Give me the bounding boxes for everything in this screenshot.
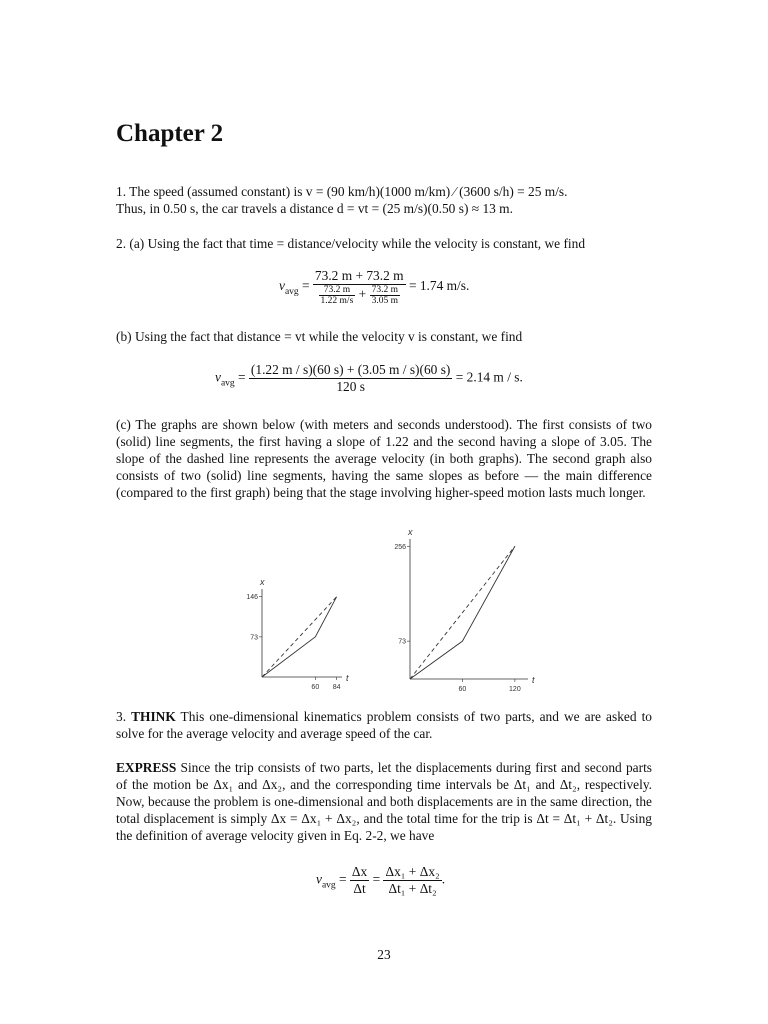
x-axis-label: t bbox=[532, 675, 535, 685]
y-tick-label: 73 bbox=[398, 638, 406, 646]
eq3-f1-den: Δt bbox=[353, 881, 366, 896]
eq1-den1-den: 1.22 m/s bbox=[320, 296, 354, 306]
eq2-denominator: 120 s bbox=[336, 379, 365, 394]
problem-1-line-2: Thus, in 0.50 s, the car travels a distance d = vt = (25 m/s)(0.50 s) ≈ 13 m. bbox=[116, 201, 513, 216]
x-tick-label: 120 bbox=[509, 686, 521, 693]
graph-2-position-time bbox=[382, 527, 535, 694]
eq1-den2-den: 3.05 m bbox=[371, 296, 398, 306]
problem-1-line-1: 1. The speed (assumed constant) is v = (90 km/h)(1000 m/km) ⁄ (3600 s/h) = 25 m/s. bbox=[116, 184, 568, 199]
think-text: This one-dimensional kinematics problem consists of two parts, and we are asked to solve for the average velocity and average speed of the car. bbox=[116, 709, 652, 741]
eq3-lhs: v bbox=[316, 871, 322, 887]
eq1-plus: + bbox=[358, 286, 367, 302]
problem-2a-text: 2. (a) Using the fact that time = distance/velocity while the velocity is constant, we find bbox=[116, 236, 586, 251]
y-tick-label: 146 bbox=[246, 594, 258, 602]
problem-1 bbox=[116, 183, 652, 217]
eq3-fraction-2 bbox=[383, 864, 441, 897]
x-tick-label: 84 bbox=[332, 684, 341, 691]
eq1-numerator: 73.2 m + 73.2 m bbox=[314, 268, 404, 283]
problem-3-think bbox=[116, 708, 652, 742]
eq1-den2-num: 73.2 m bbox=[371, 285, 398, 295]
eq1-denominator bbox=[313, 285, 406, 306]
eq3-f2-den: Δt₁ + Δt₂ bbox=[388, 881, 437, 896]
eq3-end: . bbox=[441, 871, 446, 887]
eq1-den-frac-1 bbox=[319, 285, 356, 306]
eq3-fraction-1 bbox=[350, 864, 369, 897]
equation-vavg-definition: $v_{avg}$ = $\frac{\Delta x}{\Delta t}$ = $\frac{\text{Δx₁ + Δx₂}}{\text{Δt₁ + Δt₂}}$ . bbox=[316, 864, 446, 896]
problem-2c-text: (c) The graphs are shown below (with meters and seconds understood). The first consists of two (solid) line segments, the first having a slope of 1.22 and the second having a slope of 3.05. The slope of the dashed line represents the average velocity (in both graphs). The second graph also consists of two (solid) line segments, having the same slopes as before — the main difference (compared to the first graph) being that the stage involving higher-speed motion lasts much longer. bbox=[116, 417, 652, 500]
page-number: 23 bbox=[377, 947, 391, 962]
express-text: Since the trip consists of two parts, let the displacements during first and second parts of the motion be Δx₁ and Δx₂, and the corresponding time intervals be Δt₁ and Δt₂, respectively. Now, because the problem is one-dimensional and both displacements are in the same direction, the total displacement is simply Δx = Δx₁ + Δx₂, and the total time for the trip is Δt = Δt₁ + Δt₂. Using the definition of average velocity given in Eq. 2-2, we have bbox=[116, 760, 652, 843]
chapter-title: Chapter 2 bbox=[116, 120, 224, 147]
eq1-den1-num: 73.2 m bbox=[319, 285, 356, 296]
graph-1-position-time bbox=[236, 577, 349, 692]
eq1-result: = 1.74 m/s. bbox=[408, 278, 470, 294]
eq2-lhs-sub: avg bbox=[220, 378, 235, 389]
x-tick-label: 60 bbox=[311, 684, 320, 691]
problem-3-number: 3. bbox=[116, 709, 132, 724]
average-velocity-line bbox=[262, 597, 337, 677]
eq1-den-frac-2 bbox=[370, 285, 400, 306]
eq2-fraction bbox=[249, 362, 452, 395]
eq2-numerator: (1.22 m / s)(60 s) + (3.05 m / s)(60 s) bbox=[250, 362, 451, 377]
eq1-lhs-sub: avg bbox=[284, 286, 299, 297]
eq2-result: = 2.14 m / s. bbox=[455, 369, 523, 385]
x-axis-label: t bbox=[346, 673, 349, 683]
y-axis-label: x bbox=[408, 527, 413, 537]
think-label: THINK bbox=[131, 709, 176, 724]
equation-vavg-1: $v_{avg}$ = 73.2 m + 73.2 m $\frac{73.2 m}{1.22 m/s}$ + $\frac{73.2 m}{3.05 m}$ = 1.74 m/s. bbox=[279, 268, 470, 306]
x-tick-label: 60 bbox=[458, 686, 467, 693]
eq3-lhs-sub: avg bbox=[321, 880, 336, 891]
eq3-f2-num: Δx₁ + Δx₂ bbox=[385, 864, 440, 879]
eq1-lhs: v bbox=[279, 278, 285, 294]
eq2-lhs: v bbox=[215, 369, 221, 385]
express-label: EXPRESS bbox=[116, 760, 177, 775]
eq3-f1-num: Δx bbox=[351, 864, 368, 879]
average-velocity-line bbox=[410, 546, 515, 679]
y-tick-label: 73 bbox=[250, 634, 258, 642]
problem-2b-text: (b) Using the fact that distance = vt while the velocity v is constant, we find bbox=[116, 329, 523, 344]
y-tick-label: 256 bbox=[394, 543, 406, 551]
problem-3-express bbox=[116, 759, 652, 844]
equation-vavg-2: $v_{avg}$ = $\frac{(1.22 m / s)(60 s) + (3.05 m / s)(60 s)}{120 s}$ = 2.14 m / s. bbox=[215, 362, 523, 394]
y-axis-label: x bbox=[260, 577, 265, 587]
eq1-fraction bbox=[313, 268, 406, 306]
